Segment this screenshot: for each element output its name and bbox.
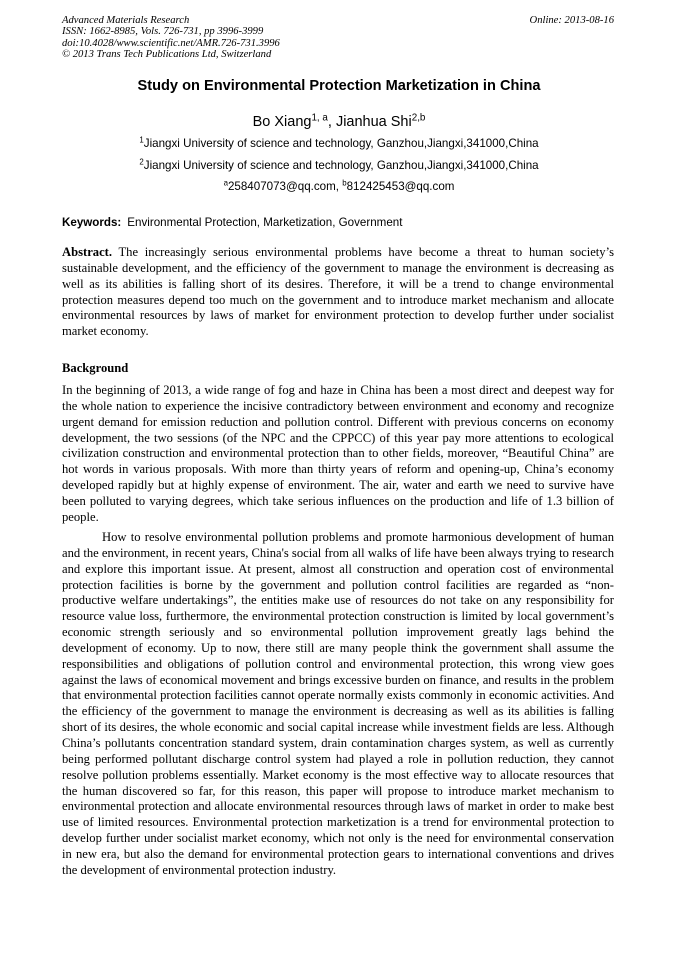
- email-a: 258407073@qq.com,: [227, 180, 343, 193]
- email-b: 812425453@qq.com: [346, 180, 455, 193]
- email-a-sup: a: [223, 178, 228, 188]
- author-line: [0, 114, 678, 130]
- affiliation-1-sup: 1: [139, 135, 144, 145]
- abstract-paragraph: [62, 245, 614, 340]
- keywords-text: Environmental Protection, Marketization, Government: [127, 216, 403, 229]
- affiliation-1-text: Jiangxi University of science and technology, Ganzhou,Jiangxi,341000,China: [143, 137, 539, 150]
- author-separator: ,: [327, 114, 336, 130]
- online-date: Online: 2013-08-16: [529, 15, 614, 26]
- paper-title: Study on Environmental Protection Marketization in China: [137, 78, 541, 94]
- affiliation-2-text: Jiangxi University of science and technology, Ganzhou,Jiangxi,341000,China: [143, 159, 539, 172]
- doi-line: doi:10.4028/www.scientific.net/AMR.726-731.3996: [62, 37, 280, 49]
- email-b-sup: b: [342, 178, 347, 188]
- journal-name: Advanced Materials Research: [62, 15, 190, 26]
- background-paragraph-2: How to resolve environmental pollution problems and promote harmonious development of human and the environment, in recent years, China's social from all walks of life have been always trying to research and explore this important issue. At present, almost all construction and operation cost of environmental protection facilities is borne by the government and pollution control facilities are regarded as “non-productive welfare undertakings”, the entities make use of resources do not take on any responsibility for resource value loss, furthermore, the environmental protection construction is limited by local government’s economic strength seriously and so environmental pollution improvement greatly lags behind the development of economy. Up to now, there still are many people think the government shall assume the responsibilities and obligations of pollution control and environmental protection, this wrong view goes against the laws of economical movement and brings excessive burden on finance, and results in the problem that environmental protection facilities cannot operate normally exists commonly in economic activities. And the efficiency of the government to manage the environment is decreasing as well as its abilities is falling short of its desires, the whole economic and social capital increase while investment fields are less. Although China’s pollutants concentration standard system, drain contamination charges system, as well as currently being performed pollutant discharge control system had played a role in pollution reduction, they cannot resolve pollution problems essentially. Market economy is the most effective way to allocate resources that the human discovered so far, for this reason, this paper will propose to introduce market mechanism to environmental protection and allocate environmental resources through laws of market in order to make best use of limited resources. Environmental protection marketization is a trend for environmental protection to develop further under socialist market economy, which not only is the need for environmental conservation in new era, but also the demand for environmental protection gears to international conventions and drives the development of environmental protection industry.: [62, 530, 615, 877]
- abstract-text: The increasingly serious environmental problems have become a threat to human society’s sustainable development, and the efficiency of the government to manage the environment is decreasing as well as its abilities is falling short of its desires. Therefore, it will be a trend to change environmental protection measures depend too much on the government and to introduce market mechanism and allocate environmental resources by laws of market for environment protection to develop further under socialist market economy.: [62, 245, 614, 339]
- author-2-sup: 2,b: [411, 112, 426, 124]
- keywords-line: [62, 216, 402, 229]
- author-1: Bo Xiang: [252, 114, 312, 130]
- copyright-line: © 2013 Trans Tech Publications Ltd, Switzerland: [62, 49, 272, 61]
- abstract-label: Abstract.: [62, 245, 113, 259]
- email-line: [0, 180, 678, 193]
- background-paragraph-1: In the beginning of 2013, a wide range of fog and haze in China has been a most direct and deepest way for the whole nation to experience the incisive contradictory between environment and economy and recognize urgent demand for emission reduction and pollution control. Different with previous concerns on economy development, the two sessions (of the NPC and the CPPCC) of this year pay more attentions to ecological civilization construction and environmental protection than to other fields, moreover, “Beautiful China” are hot words in various proposals. With more than thirty years of reform and opening-up, China’s economy developed rapidly but at highly expense of environment. The air, water and earth we need to survive have been polluted to varying degrees, which take serious influences on the production and life of 1.3 billion of people.: [62, 383, 614, 524]
- author-1-sup: 1, a: [311, 112, 328, 124]
- journal-header: [62, 15, 280, 61]
- affiliation-2-sup: 2: [139, 157, 144, 167]
- keywords-label: Keywords:: [62, 216, 122, 229]
- affiliation-1: [0, 137, 678, 150]
- affiliation-2: [0, 159, 678, 172]
- section-heading-background: Background: [62, 361, 129, 375]
- author-2: Jianhua Shi: [335, 114, 412, 130]
- issn-line: ISSN: 1662-8985, Vols. 726-731, pp 3996-3999: [62, 26, 264, 38]
